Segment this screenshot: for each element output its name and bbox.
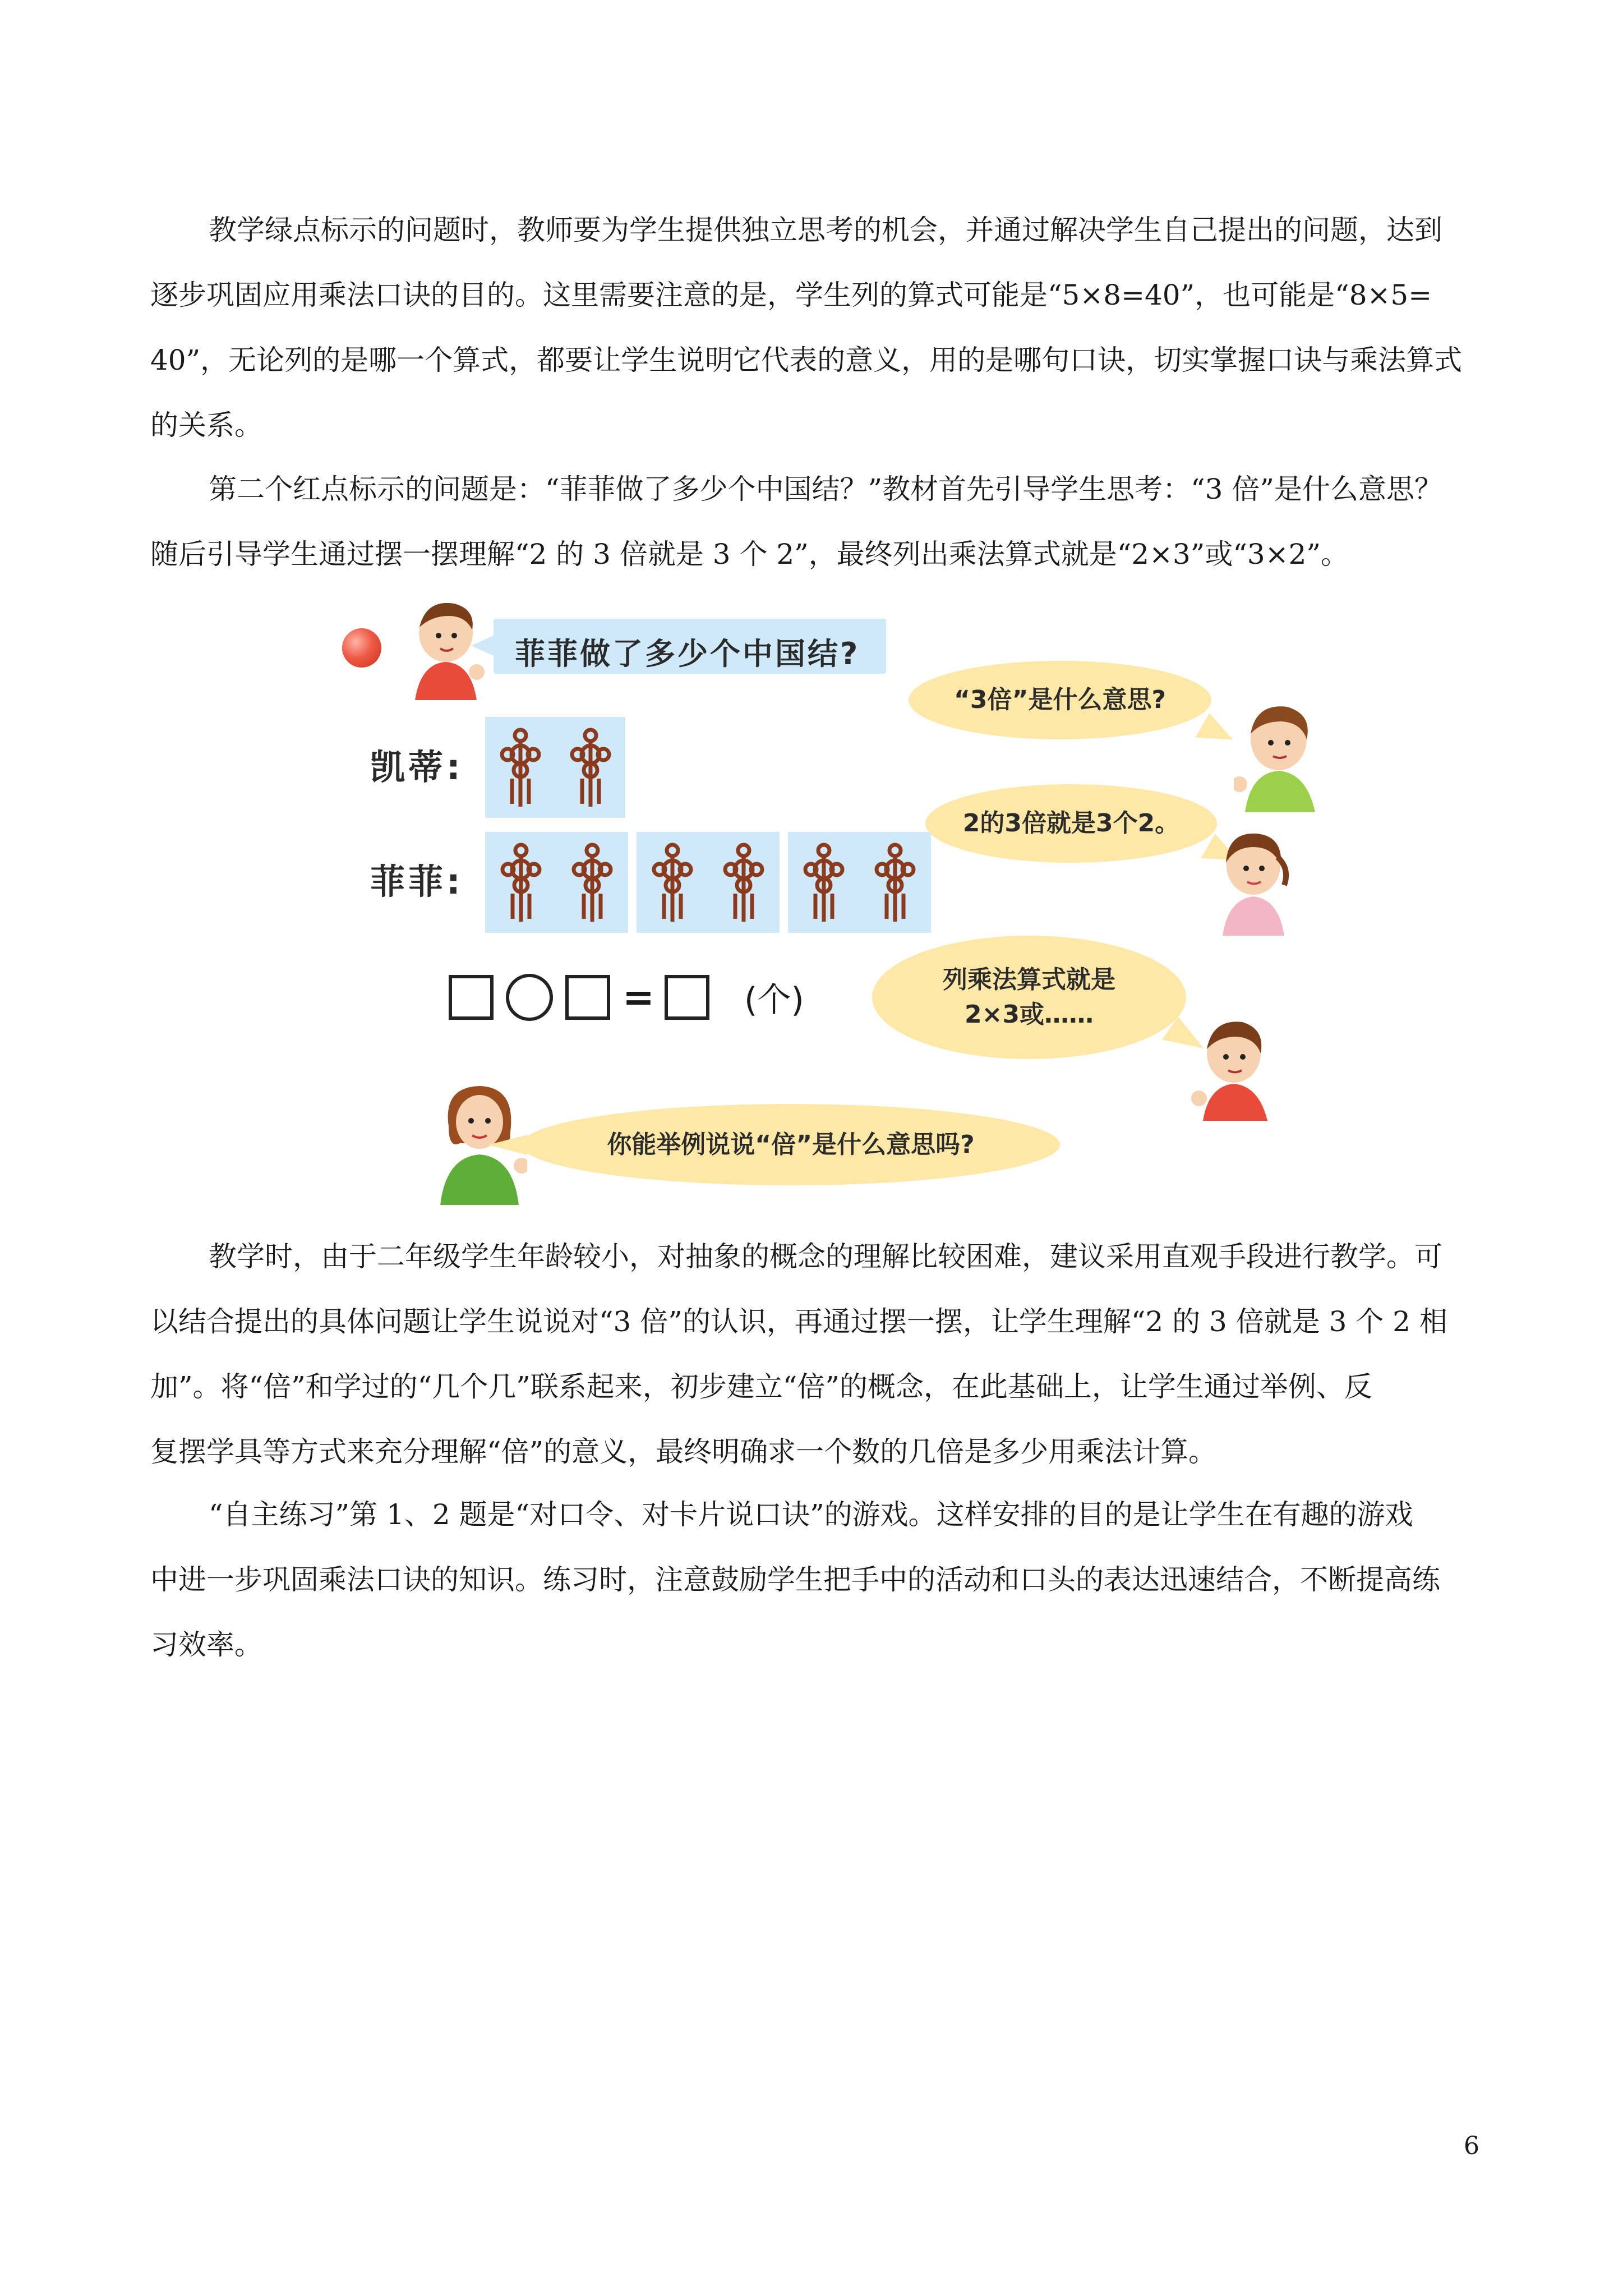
blank-square-icon <box>565 975 610 1020</box>
row-label-feifei: 菲菲: <box>370 861 464 902</box>
textbook-illustration <box>325 599 1329 1216</box>
chinese-knot-icon <box>870 840 920 924</box>
blank-square-icon <box>665 975 709 1020</box>
girl-avatar-icon <box>1211 823 1295 936</box>
page-number: 6 <box>1464 2132 1479 2160</box>
bubble-line: 列乘法算式就是 <box>943 965 1115 994</box>
text-line: 逐步巩固应用乘法口诀的目的。这里需要注意的是，学生列的算式可能是“5×8=40”，也可能是“8×5= <box>150 279 1432 311</box>
question-banner <box>494 619 886 674</box>
text-line: 习效率。 <box>150 1628 262 1661</box>
speech-bubble <box>522 1104 1060 1185</box>
paragraph-1 <box>150 197 1485 458</box>
equation-template <box>449 969 804 1025</box>
speech-bubble <box>872 936 1186 1059</box>
text-line: 教学时，由于二年级学生年龄较小，对抽象的概念的理解比较困难，建议采用直观手段进行教学。可 <box>209 1240 1442 1273</box>
boy-avatar-icon <box>1234 700 1318 812</box>
blank-circle-icon <box>506 974 553 1021</box>
paragraph-4 <box>150 1482 1485 1677</box>
paragraph-2 <box>150 457 1485 587</box>
text-line: 随后引导学生通过摆一摆理解“2 的 3 倍就是 3 个 2”，最终列出乘法算式就是“2×3”或“3×2”。 <box>150 538 1349 570</box>
text-line: 加”。将“倍”和学过的“几个几”联系起来，初步建立“倍”的概念，在此基础上，让学生通过举例、反 <box>150 1370 1372 1403</box>
chinese-knot-icon <box>495 725 546 809</box>
paragraph-3 <box>150 1224 1485 1484</box>
chinese-knot-icon <box>567 840 617 924</box>
question-text: 菲菲做了多少个中国结? <box>515 636 860 671</box>
speech-bubble <box>925 784 1217 863</box>
text-line: 40”，无论列的是哪一个算式，都要让学生说明它代表的意义，用的是哪句口诀，切实掌握口诀与乘法算式 <box>150 344 1463 376</box>
red-dot-marker <box>342 628 381 668</box>
chinese-knot-icon <box>565 725 616 809</box>
bubble-text <box>943 963 1115 1032</box>
bubble-text: “3倍”是什么意思? <box>954 685 1166 714</box>
blank-square-icon <box>449 975 494 1020</box>
chinese-knot-icon <box>647 840 698 924</box>
text-line: 的关系。 <box>150 409 262 441</box>
bubble-text: 你能举例说说“倍”是什么意思吗? <box>607 1130 975 1159</box>
knot-group <box>637 832 780 933</box>
equals-sign: = <box>623 975 654 1020</box>
bubble-line: 2×3或…… <box>964 1000 1094 1029</box>
chinese-knot-icon <box>799 840 849 924</box>
chinese-knot-icon <box>718 840 769 924</box>
text-line: 以结合提出的具体问题让学生说说对“3 倍”的认识，再通过摆一摆，让学生理解“2 的 3 倍就是 3 个 2 相 <box>150 1305 1447 1338</box>
equation-unit: (个) <box>744 981 804 1020</box>
bubble-tail <box>488 1135 527 1155</box>
text-line: 中进一步巩固乘法口诀的知识。练习时，注意鼓励学生把手中的活动和口头的表达迅速结合，不断提高练 <box>150 1563 1440 1596</box>
text-line: 第二个红点标示的问题是：“菲菲做了多少个中国结？”教材首先引导学生思考：“3 倍”是什么意思？ <box>209 473 1442 505</box>
chinese-knot-icon <box>496 840 546 924</box>
knot-group <box>788 832 931 933</box>
text-line: “自主练习”第 1、2 题是“对口令、对卡片说口诀”的游戏。这样安排的目的是让学生在有趣的游戏 <box>209 1498 1413 1531</box>
text-line: 复摆学具等方式来充分理解“倍”的意义，最终明确求一个数的几倍是多少用乘法计算。 <box>150 1435 1217 1468</box>
boy-avatar-icon <box>1189 1014 1273 1121</box>
row-label-kaidi: 凯蒂: <box>370 747 464 788</box>
text-line: 教学绿点标示的问题时，教师要为学生提供独立思考的机会，并通过解决学生自己提出的问题，达到 <box>209 214 1442 246</box>
speech-bubble <box>909 661 1211 739</box>
knot-group <box>485 717 625 818</box>
knot-group <box>485 832 628 933</box>
bubble-tail <box>1196 713 1239 754</box>
bubble-text: 2的3倍就是3个2。 <box>962 809 1180 838</box>
